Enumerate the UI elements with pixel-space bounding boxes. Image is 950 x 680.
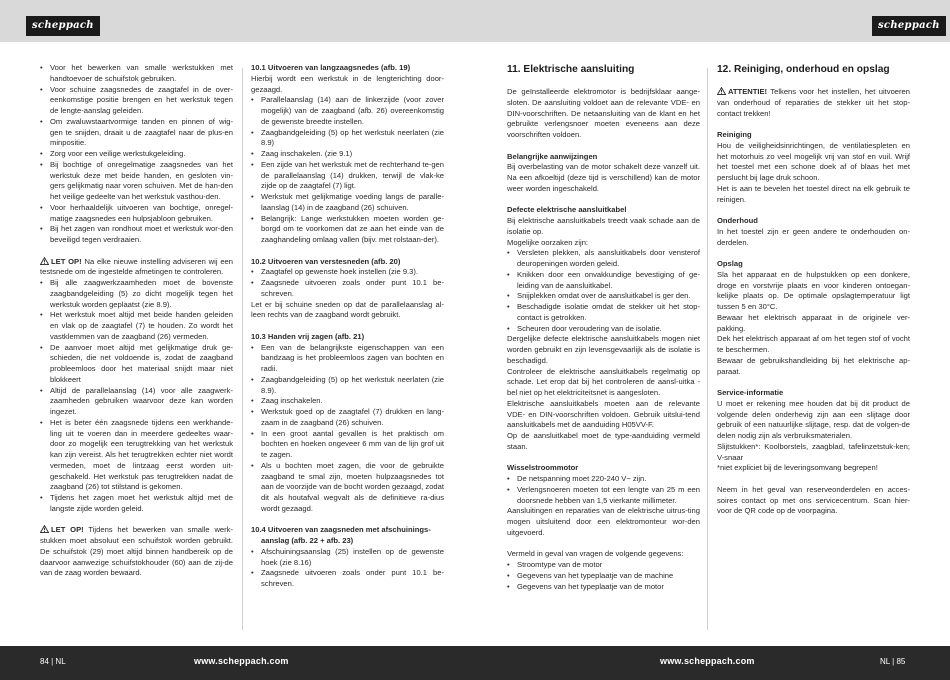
column-1 [40,63,233,638]
bullet-list-10-3 [251,343,444,515]
list-item: • Voor herhaaldelijk uitvoeren van bochtige, onregel-matige zaagsnedes een hulpsjabloon gebruiken. [40,203,233,225]
paragraph: Vermeld in geval van vragen de volgende gegevens: [507,549,684,559]
list-item: • Het werkstuk moet altijd met beide handen geleiden en vlak op de zaagtafel (7) te houden. Zo wordt het vastklemmen van de zaagband (26) vermeden. [40,310,233,342]
subheading-wissel: Wisselstroommotor [507,463,579,473]
section-heading-10-1: 10.1 Uitvoeren van langzaagsnedes (afb. 19) [251,63,411,72]
warning-note [717,87,910,119]
list-item: • De aanvoer moet altijd met gelijkmatige druk ge-schieden, die net voldoende is, zodat de zaagband probleemloos door het materiaal snijdt maar niet blokkeert [40,343,233,386]
list-item: • Werkstuk met gelijkmatige voeding langs de paralle-laanslag (14) in de zaagband (26) schuiven. [251,192,444,214]
subheading-defect: Defecte elektrische aansluitkabel [507,205,627,215]
list-item: • Bij bochtige of onregelmatige zaagsnedes van het werkstuk deze met beide handen, en gesloten vin-gers gelijkmatig naar voren schuiven. Met de han-den het veilige gedeelte van het werkstuk vasthou-den. [40,160,233,203]
footer-link-right[interactable]: www.scheppach.com [660,656,755,666]
paragraph: Bewaar de gebruikshandleiding bij het elektrische ap-paraat. [717,355,910,376]
paragraph: Bij elektrische aansluitkabels treedt vaak schade aan de isolatie op. [507,216,700,236]
paragraph: Mogelijke oorzaken zijn: [507,237,589,247]
chapter-title-12: 12. Reiniging, onderhoud en opslag [717,64,890,75]
paragraph: Let er bij schuine sneden op dat de parallelaanslag al-leen rechts van de zaagband wordt gebruikt. [251,299,444,320]
column-4 [717,63,910,638]
bullet-list-data [507,560,700,592]
section-heading-10-4-cont: aanslag (afb. 22 + afb. 23) [261,536,354,545]
list-item: • Het is beter één zaagsnede tijdens een werkhande-ling uit te voeren dan in meerdere gedeeltes waar-door zo mogelijk een terugtrekking van het werkstuk kan zijn vereist. Als het terugtrekken echter niet wordt vermeden, moet de lintzaag eerst worden uit-geschakeld. Het werkstuk pas terugtrekken nadat de zaagband (26) tot stilstand is gekomen. [40,418,233,493]
bullet-list-10-1 [251,95,444,246]
bullet-list-safety [40,63,233,246]
paragraph: Dek het elektrisch apparaat af om het tegen stof of vocht te beschermen. [717,334,910,354]
list-item: • Voor schuine zaagsnedes de zaagtafel in de over-eenkomstige positie brengen en het werkstuk tegen de lengte-aanslag geleiden. [40,85,233,117]
brand-logo-right: scheppach [872,16,946,36]
bullet-list-10-4 [251,547,444,590]
paragraph: Bij overbelasting van de motor schakelt deze vanzelf uit. Na een afkoeltijd (deze tijd is verschillend) kan de motor weer worden ingeschakeld. [507,162,700,193]
list-item: • Belangrijk: Lange werkstukken moeten worden ge-borgd om te voorkomen dat ze aan het einde van de zaaghandeling omlaag vallen (bijv. met rolstaan-der). [251,214,444,246]
subheading-onderhoud: Onderhoud [717,216,758,225]
list-item: • Parallelaanslag (14) aan de linkerzijde (voor zover mogelijk) van de zaagband (afb. 26) overeenkomstig de gewenste breedte instellen. [251,95,444,127]
section-heading-10-4: 10.4 Uitvoeren van zaagsneden met afschuinings- [251,525,431,535]
paragraph: U moet er rekening mee houden dat bij dit product de volgende delen onderhevig zijn aan een slijtage door gebruik of een natuurlijke slijtage, resp. dat de volgen-de delen nodig zijn als verbruiksmaterialen. [717,398,910,440]
warning-label: ATTENTIE! [728,87,768,96]
paragraph: Elektrische aansluitkabels moeten aan de relevante VDE- en DIN-voorschriften voldoen. Gebruik uitslui-tend aansluitkabels met de aanduiding H05VV-F. [507,398,700,430]
list-item: • Knikken door een onvakkundige bevestiging of ge-leiding van de aansluitkabel. [507,270,700,292]
list-item: • Snijplekken omdat over de aansluitkabel is ger den. [507,291,700,302]
chapter-title-11: 11. Elektrische aansluiting [507,64,635,75]
list-item: • In een groot aantal gevallen is het praktisch om bochten en hoeken ongeveer 6 mm van de lijn grof uit te zagen. [251,429,444,461]
paragraph: Op de aansluitkabel moet de type-aanduiding vermeld staan. [507,431,700,451]
paragraph: *niet expliciet bij de leveringsomvang begrepen! [717,463,878,473]
list-item: • Als u bochten moet zagen, die voor de gebruikte zaagband te smal zijn, moeten hulpzaagsnedes tot aan de voorzijde van de bocht worden gezaagd, zodat dit als houtafval wegvalt als de definitieve ra-dius wordt gezaagd. [251,461,444,515]
paragraph: Hou de veiligheidsinrichtingen, de ventilatiespleten en het motorhuis zo veel mogelijk vrij van stof en vuil. Wrijf het toestel met een schone doek af of blaas het met perslucht bij lage druk schoon. [717,140,910,182]
section-heading-10-2: 10.2 Uitvoeren van verstesneden (afb. 20) [251,256,401,266]
column-3 [507,63,700,638]
warning-text: Telkens voor het instellen, het uitvoeren van onderhoud of reparaties de stekker uit het stop-contact trekken! [717,87,910,118]
paragraph: Hierbij wordt een werkstuk in de lengterichting door-gezaagd. [251,73,444,94]
bullet-list-10-2 [251,267,444,299]
list-item: • Zaagbandgeleiding (5) op het werkstuk neerlaten (zie 8.9). [251,375,444,397]
list-item: • Altijd de parallelaanslag (14) voor alle zaagwerk-zaamheden gebruiken waarvoor deze kan worden ingezet. [40,386,233,418]
list-item: • Zorg voor een veilige werkstukgeleiding. [40,149,233,160]
list-item: • Bij alle zaagwerkzaamheden moet de bovenste zaagbandgeleiding (5) zo dicht mogelijk tegen het werkstuk worden geplaatst (zie 8.9). [40,278,233,310]
warning-note [40,257,233,279]
page-number-left: 84 | NL [40,657,66,666]
list-item: • Tijdens het zagen moet het werkstuk altijd met de langste zijde worden geleid. [40,493,233,515]
list-item: • Scheuren door veroudering van de isolatie. [507,324,700,335]
warning-text: Tijdens het bewerken van smalle werk-stukken moet absoluut een schuifstok worden gebruikt. De schuifstok (29) moet altijd binnen handbereik op de daarvoor aanwezige schuifstokhouder (60) aan de zij-de van de zaag worden bewaard. [40,525,233,578]
subheading-service: Service-informatie [717,388,784,397]
list-item: • Verlengsnoeren moeten tot een lengte van 25 m een doorsnede hebben van 1,5 vierkante millimeter. [507,485,700,507]
list-item: • Om zwaluwstaartvormige tanden en pinnen of wig-gen te snijden, draait u de zaagtafel naar de plus-en minpositie. [40,117,233,149]
paragraph: Dergelijke defecte elektrische aansluitkabels mogen niet worden gebruikt en zijn levensgevaarlijk als de isolatie is beschadigd. [507,334,700,365]
bullet-list-causes [507,248,700,334]
warning-note [40,525,233,579]
page-footer [0,646,950,680]
paragraph: Slijtstukken*: Koolborstels, zaagblad, tafelinzetstuk-ken; V-snaar [717,441,910,462]
list-item: • Gegevens van het typeplaatje van de motor [507,582,700,593]
paragraph: De geïnstalleerde elektromotor is bedrijfsklaar aange-sloten. De aansluiting voldoet aan de relevante VDE- en DIN-voorschriften. De netaansluiting van de klant en het gebruikte verlengsnoer moeten eveneens aan deze voorschriften voldoen. [507,87,700,139]
list-item: • Zaagsnede uitvoeren zoals onder punt 10.1 be-schreven. [251,278,444,300]
warning-label: LET OP! [51,525,84,535]
footer-link-left[interactable]: www.scheppach.com [194,656,289,666]
paragraph: Het is aan te bevelen het toestel direct na elk gebruik te reinigen. [717,183,910,204]
bullet-list-sawing [40,278,233,515]
list-item: • Zaag inschakelen. [251,396,444,407]
bullet-list-motor [507,474,700,506]
column-2 [251,63,444,638]
paragraph: Sla het apparaat en de hulpstukken op een donkere, droge en vorstvrije plaats en voor kinderen ontoegan-kelijke plaats op. De optimale opslagtemperatuur ligt tussen 5 en 30°C. [717,269,910,311]
paragraph: In het toestel zijn er geen andere te onderhouden on-derdelen. [717,226,910,247]
brand-logo-left: scheppach [26,16,100,36]
page-header [0,0,950,42]
subheading-reiniging: Reiniging [717,130,752,139]
list-item: • Stroomtype van de motor [507,560,700,571]
subheading-belangrijk: Belangrijke aanwijzingen [507,151,598,161]
warning-triangle-icon [40,525,49,533]
paragraph: Bewaar het elektrisch apparaat in de originele ver-pakking. [717,312,910,333]
paragraph: Controleer de elektrische aansluitkabels regelmatig op schade. Let erop dat bij het controleren de aansl-uitka - bel niet op het elektriciteitsnet is aangesloten. [507,366,700,397]
list-item: • Voor het bewerken van smalle werkstukken met handtoevoer de schuifstok gebruiken. [40,63,233,85]
list-item: • De netspanning moet 220-240 V~ zijn. [507,474,700,485]
list-item: • Beschadigde isolatie omdat de stekker uit het stop-contact is getrokken. [507,302,700,324]
list-item: • Een zijde van het werkstuk met de rechterhand te-gen de parallelaanslag (14) drukken, terwijl de vlak-ke zijde op de zaagtafel (7) ligt. [251,160,444,192]
list-item: • Gegevens van het typeplaatje van de machine [507,571,700,582]
page-number-right: NL | 85 [880,657,906,666]
paragraph: Aansluitingen en reparaties van de elektrische uitrus-ting mogen uitsluitend door een elektromonteur wor-den uitgevoerd. [507,506,700,537]
list-item: • Zaagbandgeleiding (5) op het werkstuk neerlaten (zie 8.9) [251,128,444,150]
paragraph: Neem in het geval van reserveonderdelen en acces-soires contact op met ons servicecentrum. Scan hier-voor de QR code op de voorpagina. [717,484,910,516]
subheading-opslag: Opslag [717,259,743,268]
list-item: • Zaagsnede uitvoeren zoals onder punt 10.1 be-schreven. [251,568,444,590]
section-heading-10-3: 10.3 Handen vrij zagen (afb. 21) [251,331,365,341]
warning-text: Na elke nieuwe instelling adviseren wij een testsnede om de ingestelde afmetingen te controleren. [40,256,233,277]
list-item: • Bij het zagen van rondhout moet et werkstuk wor-den beveiligd tegen verdraaien. [40,224,233,246]
list-item: • Werkstuk goed op de zaagtafel (7) drukken en lang-zaam in de zaagband (26) schuiven. [251,407,444,429]
warning-triangle-icon [717,87,726,95]
warning-label: LET OP! [51,256,82,266]
list-item: • Versleten plekken, als aansluitkabels door vensterof deuropeningen worden geleid. [507,248,700,270]
column-divider [707,68,708,630]
warning-triangle-icon [40,257,49,265]
list-item: • Zaag inschakelen. (zie 9.1) [251,149,444,160]
list-item: • Afschuiningsaanslag (25) instellen op de gewenste hoek (zie 8.16) [251,547,444,569]
list-item: • Zaagtafel op gewenste hoek instellen (zie 9.3). [251,267,444,278]
column-divider [242,68,243,630]
list-item: • Een van de belangrijkste eigenschappen van een bandzaag is het probleemloos zagen van bochten en radii. [251,343,444,375]
